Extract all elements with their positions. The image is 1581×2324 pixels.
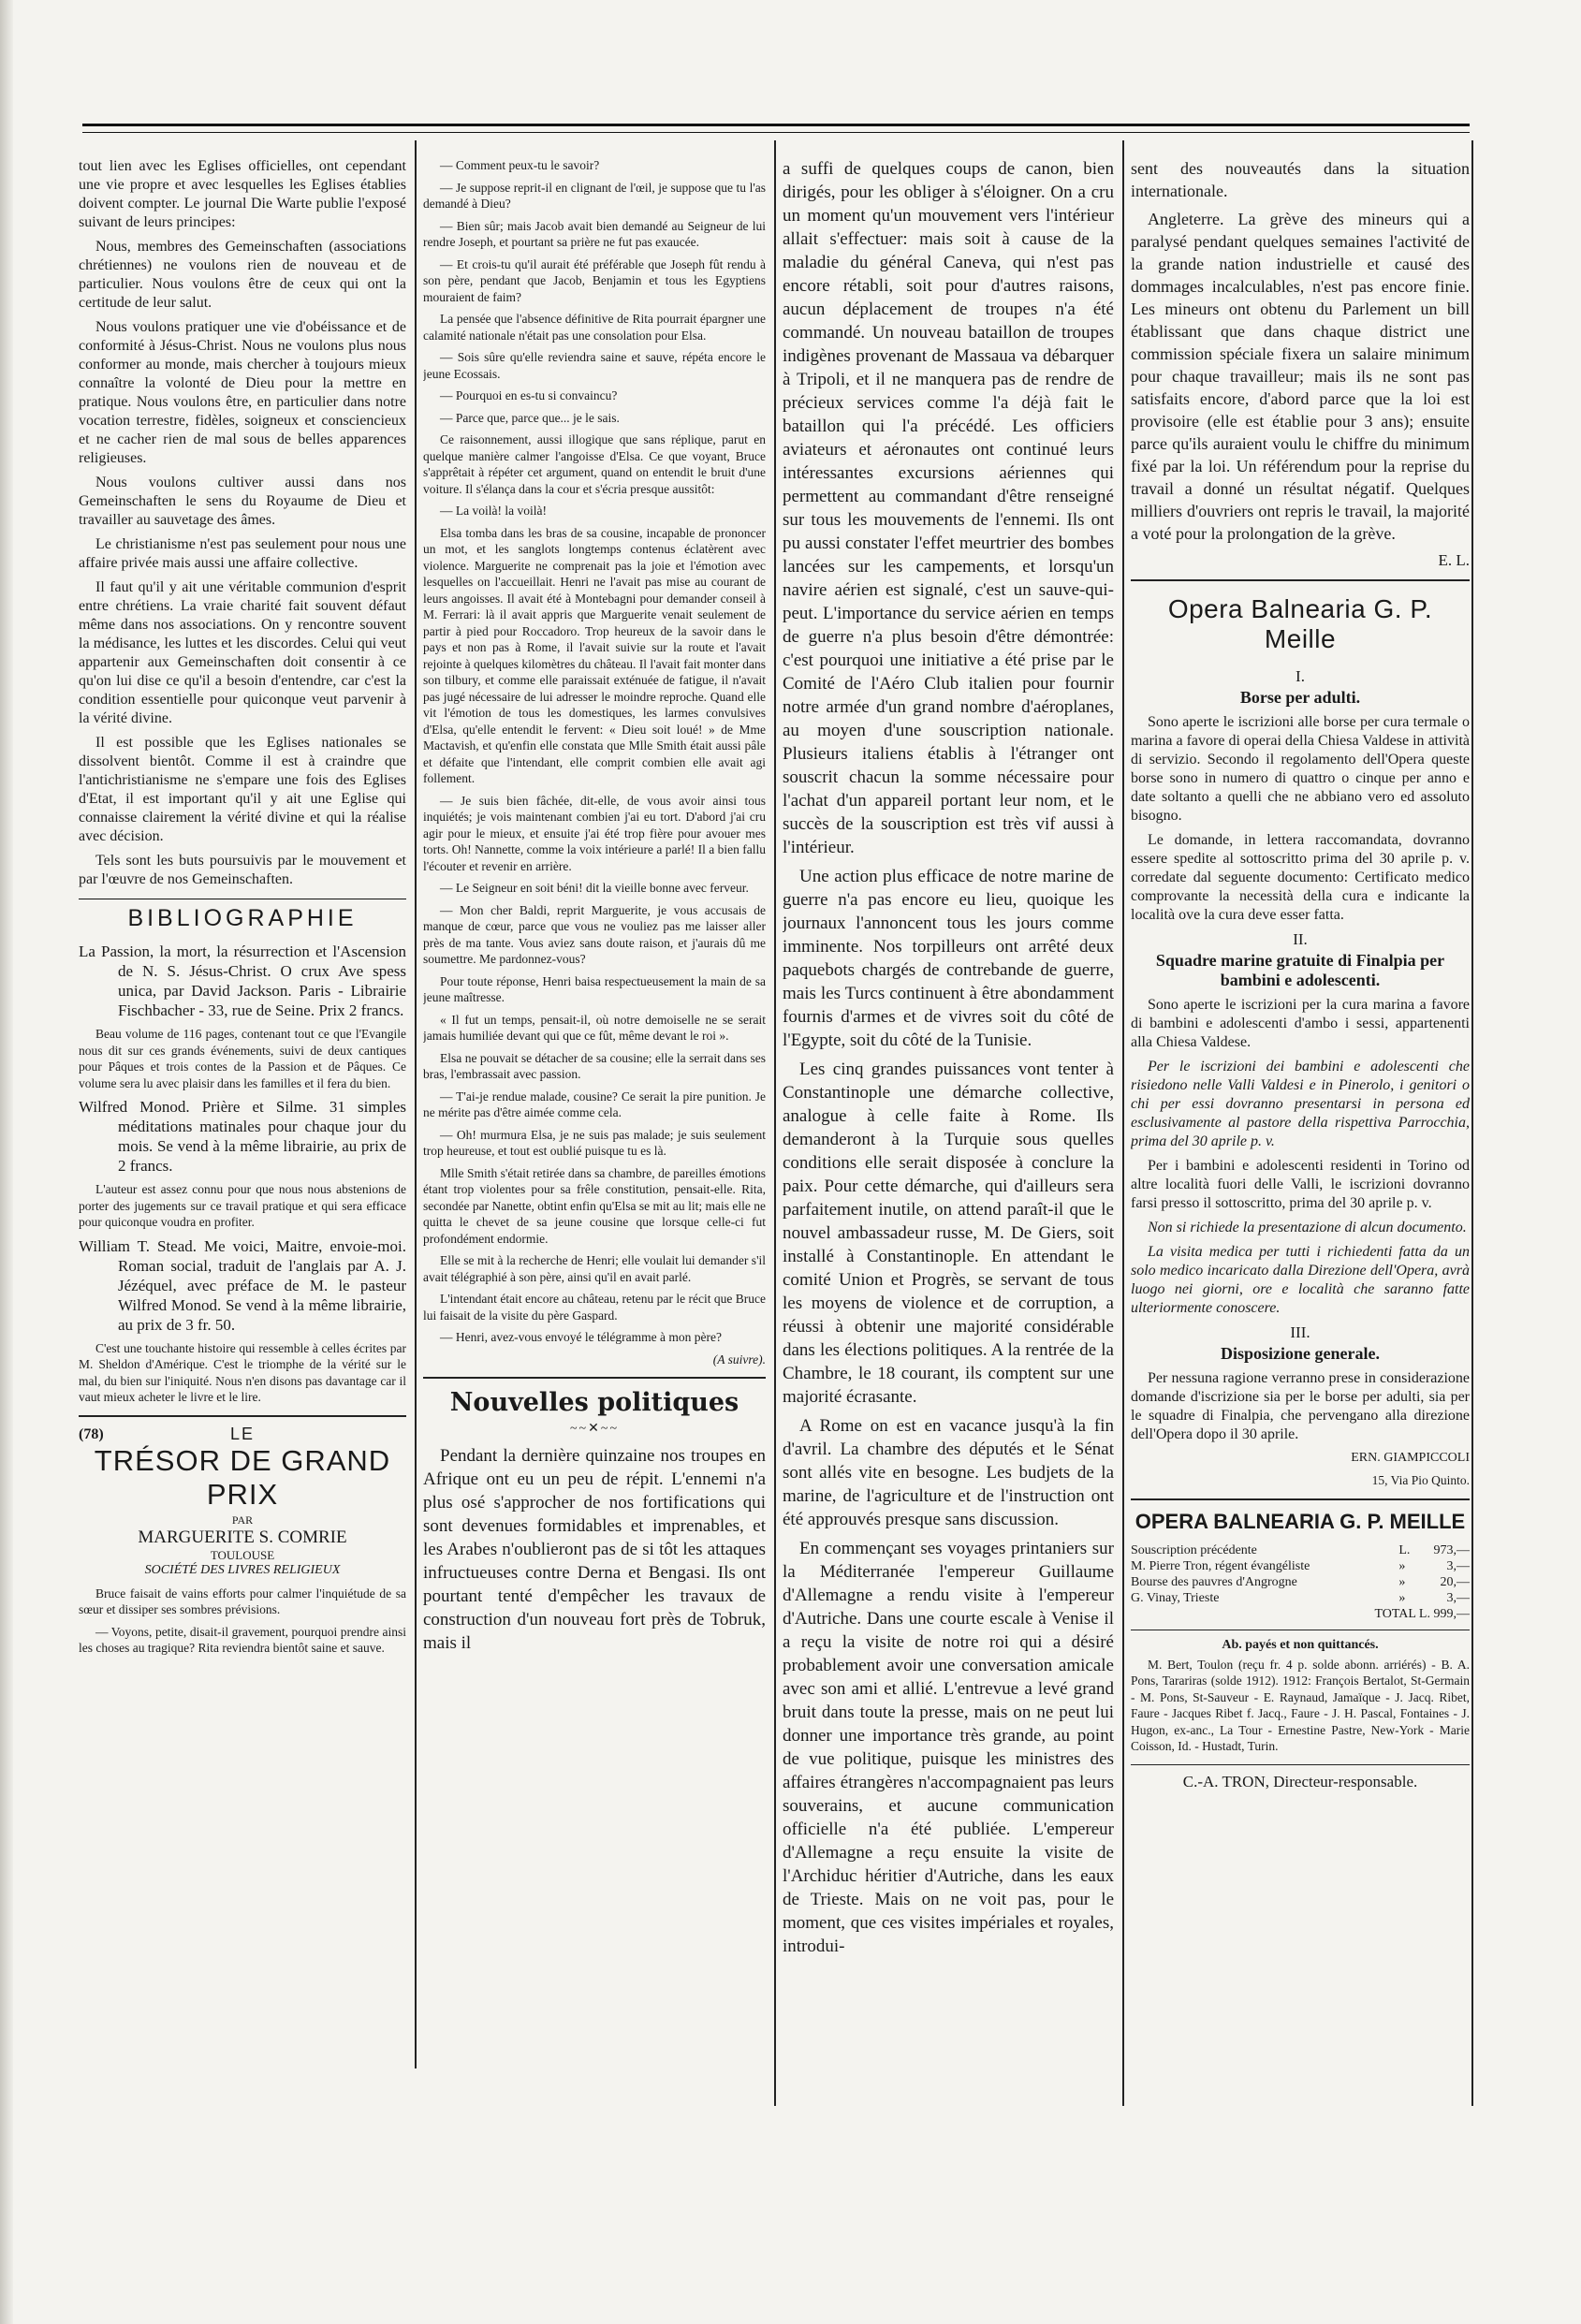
feuilleton-place: TOULOUSE: [210, 1547, 275, 1562]
news-paragraph: A Rome on est en vacance jusqu'à la fin d'avril. La chambre des députés et le Sénat sont allés vite en besogne. Les budjets de la marine, de l'agriculture et de l'instruction ont été approuvés presque sans discussion.: [783, 1416, 1114, 1529]
feuilleton-paragraph: — Pourquoi en es-tu si convaincu?: [440, 388, 618, 402]
subscriber-name: Souscription précédente: [1131, 1542, 1257, 1557]
bibliography-entry: Wilfred Monod. Prière et Silme. 31 simples méditations matinales pour chaque jour du mois. Se vend à la même librairie, au prix de 2 francs.: [79, 1098, 406, 1175]
notice-paragraph: La visita medica per tutti i richiedenti fatta da un solo medico incaricato dalla Direzione dell'Opera, avrà luogo nei giorni, ore e località che saranno fatte ulteriormente conoscere.: [1131, 1244, 1470, 1316]
subscription-table: [1131, 1543, 1470, 1607]
column-divider: [415, 140, 417, 2068]
ornament: ~~✕~~: [569, 1422, 620, 1436]
section-separator: [79, 1415, 406, 1417]
feuilleton-paragraph: Elsa ne pouvait se détacher de sa cousine; elle la serrait dans ses bras, l'embrassait avec passion.: [423, 1050, 766, 1081]
feuilleton-paragraph: — Comment peux-tu le savoir?: [440, 158, 600, 172]
subscription-total: TOTAL L. 999,—: [1374, 1606, 1470, 1621]
column-2: [423, 157, 766, 2216]
feuilleton-paragraph: — La voilà! la voilà!: [440, 504, 547, 518]
director-line: C.-A. TRON, Directeur-responsable.: [1131, 1764, 1470, 1791]
subscriber-name: Bourse des pauvres d'Angrogne: [1131, 1574, 1297, 1589]
news-paragraph: sent des nouveautés dans la situation internationale.: [1131, 159, 1470, 200]
news-paragraph: Les cinq grandes puissances vont tenter à Constantinople une démarche collective, analogue à celle faite à Rome. Ils demanderont à la Turquie sous quelles conditions elle serait disposée à conclure la paix. Pour cette démarche, qui d'ailleurs sera parfaitement inutile, on attend paraît-il que le nouvel ambassadeur russe, M. De Giers, soit installé à Constantinople. En attendant le comité Union et Progrès, se servant de tous les moyens de violence et de corruption, a réussi à obtenir une majorité considérable dans les élections politiques. A la rentrée de la Chambre, le 18 courant, ils comptent sur une majorité écrasante.: [783, 1060, 1114, 1407]
table-row: [1131, 1543, 1470, 1559]
feuilleton-paragraph: Bruce faisait de vains efforts pour calmer l'inquiétude de sa sœur et dissiper ses sombres prévisions.: [79, 1586, 406, 1616]
feuilleton-paragraph: — Oh! murmura Elsa, je ne suis pas malade; je suis seulement trop heureuse, et tout est oublié puisque tu es là.: [423, 1127, 766, 1158]
column-divider: [774, 140, 776, 2106]
amount: 20,—: [1440, 1574, 1470, 1589]
section-heading: Disposizione generale.: [1221, 1344, 1380, 1363]
acknowledgement-list: M. Bert, Toulon (reçu fr. 4 p. solde abonn. arriérés) - B. A. Pons, Tarariras (solde 1912). 1912: François Bertalot, St-Germain - M. Pons, St-Sauveur - E. Raynaud, Jamaïque - J. Jacq. Ribet, Faure - Jacques Ribet f. Jacq., Faure - J. H. Pascal, Fontaines - J. Hugon, ex-anc., La Tour - Ernestine Pastre, New-York - Marie Coisson, Id. - Hustadt, Turin.: [1131, 1657, 1470, 1753]
currency: »: [1398, 1574, 1406, 1589]
signature-address: 15, Via Pio Quinto.: [1371, 1473, 1470, 1487]
feuilleton-paragraph: — Parce que, parce que... je le sais.: [440, 410, 620, 425]
bibliography-note: L'auteur est assez connu pour que nous nous abstenions de porter des jugements sur ce travail pratique et qui sera efficace pour quiconque voudra en profiter.: [79, 1182, 406, 1229]
article-paragraph: Tels sont les buts poursuivis par le mouvement et par l'œuvre de nos Gemeinschaften.: [79, 853, 406, 887]
section-number: II.: [1293, 930, 1308, 948]
news-paragraph: Angleterre. La grève des mineurs qui a paralysé pendant quelques semaines l'activité de la grande nation industrielle et causé des dommages incalculables, n'est pas encore finie. Les mineurs ont obtenu du Parlement un bill établissant que dans chaque district une commission spéciale fixera un salaire minimum pour chaque travailleur; mais ils ne sont pas satisfaits encore, d'abord parce que la loi est provisoire (elle est établie pour 3 ans); ensuite parce qu'ils auraient voulu le chiffre du minimum fixé par la loi. Un référendum pour la reprise du travail a donné un résultat négatif. Quelques milliers d'ouvriers ont repris le travail, la majorité a voté pour la prolongation de la grève.: [1131, 210, 1470, 543]
article-paragraph: Nous voulons cultiver aussi dans nos Gemeinschaften le sens du Royaume de Dieu et travailler au sauvetage des âmes.: [79, 475, 406, 528]
section-separator: [1131, 579, 1470, 581]
notice-paragraph: Sono aperte le iscrizioni alle borse per cura termale o marina a favore di operai della Chiesa Valdese in attività di servizio. Secondo il regolamento dell'Opera queste borse sono in numero di quattro o cinque per anno e date soltanto a quelli che ne abbiano vero ed assoluto bisogno.: [1131, 714, 1470, 824]
currency: »: [1398, 1590, 1406, 1605]
feuilleton-paragraph: — T'ai-je rendue malade, cousine? Ce serait la pire punition. Je ne mérite pas d'être aimée comme cela.: [423, 1089, 766, 1119]
feuilleton-publisher: SOCIÉTÉ DES LIVRES RELIGIEUX: [144, 1562, 341, 1577]
section-separator: [423, 1377, 766, 1379]
feuilleton-paragraph: Mlle Smith s'était retirée dans sa chambre, de pareilles émotions étant trop violentes pour sa frêle constitution, pensait-elle. Rita, secondée par Nanette, obtint enfin qu'Elsa se mit au lit; mais elle ne quitta le chevet de sa jeune cousine que lorsque celle-ci fut profondément endormie.: [423, 1165, 766, 1246]
notice-paragraph: Le domande, in lettera raccomandata, dovranno essere spedite al sottoscritto prima del 30 aprile p. v. corredate dal seguente documento: Certificato medico comprovante la necessità della cura e indicante la località ove la cura deve esser fatta.: [1131, 832, 1470, 923]
feuilleton-paragraph: — Et crois-tu qu'il aurait été préférable que Joseph fût rendu à son père, pendant que Jacob, Benjamin et tous les Egyptiens mouraient de faim?: [423, 256, 766, 304]
feuilleton-author: MARGUERITE S. COMRIE: [138, 1527, 347, 1547]
notice-paragraph: Per nessuna ragione verranno prese in considerazione domande d'iscrizione sia per le borse per adulti, sia per le squadre di Finalpia, che pervengano alla direzione dell'Opera dopo il 30 aprile.: [1131, 1370, 1470, 1442]
bibliography-entry: La Passion, la mort, la résurrection et l'Ascension de N. S. Jésus-Christ. O crux Ave spess unica, par David Jackson. Paris - Librairie Fischbacher - 33, rue de Seine. Prix 2 francs.: [79, 943, 406, 1019]
news-paragraph: En commençant ses voyages printaniers sur la Méditerranée l'empereur Guillaume d'Allemagne a rendu visite à l'empereur d'Autriche. Dans une courte escale à Venise il a reçu la visite de notre roi qui a désiré probablement avoir une conversation amicale avec son ami et allié. L'entrevue a levé grand bruit dans toute la presse, mais on ne peut lui donner une importance très grande, au point de vue politique, puisque les ministres des affaires étrangères n'accompagnaient pas leurs souverains, et aucune communication officielle n'a été publiée. L'empereur d'Allemagne a reçu ensuite la visite de l'Archiduc héritier d'Autriche, dans les eaux de Trieste. Mais on ne voit pas, pour le moment, que ces visites impériales et royales, introdui-: [783, 1539, 1114, 1956]
article-paragraph: Il faut qu'il y ait une véritable communion d'esprit entre chrétiens. La vraie charité fait souvent défaut même dans nos associations. On y rencontre souvent la médisance, les luttes et les discordes. Celui qui veut appartenir aux Gemeinschaften doit consentir à ce qu'on lui dise ce qu'il a besoin d'entendre, car c'est la condition essentielle pour quiconque veut parvenir à la vérité divine.: [79, 579, 406, 726]
amount: 3,—: [1446, 1590, 1470, 1605]
notice-paragraph: Per le iscrizioni dei bambini e adolescenti che risiedono nelle Valli Valdesi e in Pinerolo, i genitori o chi per essi dovranno presentarsi in persona ed esclusivamente al pastore della rispettiva Parrocchia, prima del 30 aprile p. v.: [1131, 1059, 1470, 1149]
article-paragraph: Nous, membres des Gemeinschaften (associations chrétiennes) ne voulons rien de nouveau et de particulier. Nous voulons être de ceux qui ont la certitude de leur salut.: [79, 239, 406, 311]
opera-heading: Opera Balnearia G. P. Meille: [1167, 594, 1433, 653]
section-heading: Borse per adulti.: [1239, 688, 1361, 707]
table-row: [1131, 1591, 1470, 1607]
news-heading: Nouvelles politiques: [449, 1388, 739, 1417]
article-paragraph: tout lien avec les Eglises officielles, ont cependant une vie propre et avec lesquelles les Eglises établies doivent compter. Le journal Die Warte publie l'exposé suivant de leurs principes:: [79, 158, 406, 230]
feuilleton-paragraph: La pensée que l'absence définitive de Rita pourrait épargner une calamité nationale n'était pas une consolation pour Elsa.: [423, 312, 766, 343]
notice-paragraph: Non si richiede la presentazione di alcun documento.: [1148, 1220, 1467, 1235]
feuilleton-paragraph: L'intendant était encore au château, retenu par le récit que Bruce lui faisait de la visite du père Gaspard.: [423, 1292, 766, 1323]
bibliography-heading: BIBLIOGRAPHIE: [79, 899, 406, 932]
feuilleton-title: TRÉSOR DE GRAND PRIX: [94, 1443, 391, 1511]
section-separator: [1131, 1498, 1470, 1500]
article-paragraph: Nous voulons pratiquer une vie d'obéissance et de conformité à Jésus-Christ. Nous ne voulons plus nous conformer au monde, mais chercher à toujours mieux connaître la volonté de Dieu pour la mettre en pratique. Nous voulons être, en particulier dans notre vocation terrestre, fidèles, soigneux et consciencieux et ne cacher rien de mal sous de belles apparences religieuses.: [79, 319, 406, 466]
subscriber-name: M. Pierre Tron, régent évangéliste: [1131, 1558, 1310, 1573]
feuilleton-paragraph: Elle se mit à la recherche de Henri; elle voulait lui demander s'il avait télégraphié à son père, ainsi qu'il en avait parlé.: [423, 1253, 766, 1284]
feuilleton-article: LE: [229, 1424, 256, 1443]
feuilleton-par: PAR: [231, 1513, 254, 1527]
amount: 973,—: [1433, 1542, 1470, 1557]
feuilleton-paragraph: — Bien sûr; mais Jacob avait bien demandé au Seigneur de lui rendre Joseph, et pourtant sa prière ne fut pas exaucée.: [423, 218, 766, 249]
news-paragraph: Pendant la dernière quinzaine nos troupes en Afrique ont eu un peu de répit. L'ennemi n'a plus osé s'approcher de nos fortifications qui sont devenues formidables et imprenables, et les Arabes n'oublieront pas de si tôt les attaques infructueuses contre Derna et Bengasi. Ils ont pourtant tenté d'empêcher les travaux de construction d'un nouveau fort près de Tobruk, mais il: [423, 1446, 766, 1653]
acknowledgement-heading: Ab. payés et non quittancés.: [1222, 1637, 1379, 1652]
section-heading: Squadre marine gratuite di Finalpia per bambini e adolescenti.: [1155, 951, 1445, 989]
feuilleton-paragraph: Pour toute réponse, Henri baisa respectueusement la main de sa jeune maîtresse.: [423, 973, 766, 1004]
signature-name: ERN. GIAMPICCOLI: [1351, 1451, 1470, 1465]
signature: E. L.: [1438, 551, 1470, 569]
column-divider: [1122, 140, 1124, 2106]
notice-paragraph: Per i bambini e adolescenti residenti in Torino od altre località fuori delle Valli, le iscrizioni dovranno farsi presso il sottoscritto, prima del 30 aprile p. v.: [1131, 1158, 1470, 1211]
feuilleton-paragraph: — Henri, avez-vous envoyé le télégramme à mon père?: [440, 1330, 722, 1344]
feuilleton-paragraph: — Voyons, petite, disait-il gravement, pourquoi prendre ainsi les choses au tragique? Rita reviendra bientôt saine et sauve.: [79, 1624, 406, 1655]
subscription-heading: OPERA BALNEARIA G. P. MEILLE: [1135, 1509, 1466, 1533]
subscriber-name: G. Vinay, Trieste: [1131, 1590, 1220, 1605]
news-paragraph: Une action plus efficace de notre marine de guerre n'a pas encore eu lieu, quoique les journaux l'annoncent tous les jours comme imminente. Nos torpilleurs ont arrêté deux paquebots chargés de contrebande de guerre, mais les Turcs continuent à être abondamment fournis d'armes et de vivres soit du côté de l'Egypte, soit du côté de la Tunisie.: [783, 867, 1114, 1050]
bibliography-note: Beau volume de 116 pages, contenant tout ce que l'Evangile nous dit sur ces grands événements, suivi de deux cantiques pour Pâques et trois contes de la Passion et de Pâques. Ce volume sera lu avec plaisir dans les familles et il fera du bien.: [79, 1027, 406, 1090]
currency: L.: [1398, 1542, 1411, 1557]
feuilleton-paragraph: — Je suis bien fâchée, dit-elle, de vous avoir ainsi tous inquiétés; je vois maintenant combien j'ai eu tort. D'abord j'ai cru agir pour le mieux, et ensuite j'ai été trop fière pour avouer mes torts. Oh! Nannette, comme la voix intérieure a parlé! Il a bien fallu l'écouter et revenir en arrière.: [423, 793, 766, 873]
section-number: I.: [1296, 667, 1305, 685]
notice-paragraph: Sono aperte le iscrizioni per la cura marina a favore di bambini e adolescenti d'ambo i sessi, appartenenti alla Chiesa Valdese.: [1131, 997, 1470, 1050]
news-paragraph: a suffi de quelques coups de canon, bien dirigés, pour les obliger à s'éloigner. On a cru un moment qu'un mouvement vers l'intérieur allait s'effectuer: mais soit à cause de la maladie du général Caneva, qui n'est pas encore rétabli, soit pour d'autres raisons, aucun déplacement de troupes n'a été commandé. Un nouveau bataillon de troupes indigènes provenant de Massaua va débarquer à Tripoli, et il ne manquera pas de rendre de précieux services comme l'a déjà fait le bataillon qui l'a précédé. Les officiers aviateurs et aéronautes ont continué leurs intéressantes excursions aériennes qui permettent au commandant d'être renseigné sur tous les mouvements de l'ennemi. Ils ont pu aussi constater l'effet meurtrier des bombes lancées sur les campements, et lorsqu'un navire aérien est signalé, c'est un sauve-qui-peut. L'importance du service aérien en temps de guerre n'a plus besoin d'être démontrée: c'est pourquoi une initiative a été prise par le Comité de l'Aéro Club italien pour fournir notre armée d'un grand nombre d'aéroplanes, au moyen d'une souscription nationale. Plusieurs italiens établis à l'étranger ont souscrit chacun la somme nécessaire pour l'achat d'un appareil portant leur nom, et le succès de la souscription est très vif aussi à l'intérieur.: [783, 159, 1114, 857]
column-3: [783, 157, 1114, 2188]
feuilleton-paragraph: — Je suppose reprit-il en clignant de l'œil, je suppose que tu l'as demandé à Dieu?: [423, 180, 766, 211]
feuilleton-number: (78): [79, 1425, 104, 1442]
column-4: [1131, 157, 1470, 2216]
feuilleton-paragraph: Ce raisonnement, aussi illogique que sans réplique, parut en quelque manière calmer l'angoisse d'Elsa. Ce que voyant, Bruce s'apprêtait à répéter cet argument, quand on entendit le bruit d'une voiture. Il s'élança dans la cour et s'écria presque aussitôt:: [423, 432, 766, 496]
table-row: [1131, 1575, 1470, 1591]
feuilleton-paragraph: Elsa tomba dans les bras de sa cousine, incapable de prononcer un mot, et les sanglots longtemps contenus éclatèrent avec violence. Marguerite ne comprenait pas la joie et l'émotion avec lesquelles on l'accueillait. Henri ne l'avait pas mise au courant de leurs angoisses. Il avait été à Montebagni pour demander conseil à M. Ferrari: là il avait appris que Marguerite venait seulement de partir à pied pour Roccadoro. Trop heureux de la savoir dans le pays et non pas à Rome, il l'avait suivie sur la route et l'avait rejointe à quelques kilomètres du château. Il l'avait fait monter dans son tilbury, et comme elle paraissait exténuée de fatigue, il n'avait pas jugé nécessaire de lui adresser le moindre reproche. Quand elle vit l'émotion de tous les domestiques, les larmes convulsives d'Elsa, qu'elle entendit le fervent: « Dieu soit loué! » de Mme Mactavish, et qu'enfin elle constata que Mlle Smith était aussi pâle et défaite que l'intendant, elle comprit combien elle avait agi follement.: [423, 525, 766, 785]
column-1: [79, 157, 406, 2048]
feuilleton-paragraph: — Le Seigneur en soit béni! dit la vieille bonne avec ferveur.: [440, 881, 749, 895]
bibliography-entry: William T. Stead. Me voici, Maitre, envoie-moi. Roman social, traduit de l'anglais par A. J. Jézéquel, avec préface de M. le pasteur Wilfred Monod. Se vend à la même librairie, au prix de 3 fr. 50.: [79, 1236, 406, 1334]
page-edge-shadow: [0, 0, 13, 2324]
currency: »: [1398, 1558, 1406, 1573]
section-number: III.: [1290, 1323, 1310, 1341]
article-paragraph: Le christianisme n'est pas seulement pour nous une affaire privée mais aussi une affaire collective.: [79, 536, 406, 571]
amount: 3,—: [1446, 1558, 1470, 1573]
to-be-continued: (A suivre).: [712, 1352, 766, 1367]
feuilleton-paragraph: « Il fut un temps, pensait-il, où notre demoiselle ne se serait jamais humiliée devant qui que ce fût, même devant le roi ».: [423, 1012, 766, 1043]
top-rule: [82, 124, 1470, 133]
table-row: [1131, 1559, 1470, 1575]
bibliography-note: C'est une touchante histoire qui ressemble à celles écrites par M. Sheldon d'Amérique. C'est le triomphe de la vérité sur le mal, du bien sur l'iniquité. Nous n'en disons pas davantage car il vaut mieux acheter le livre et le lire.: [79, 1340, 406, 1404]
column-divider: [1471, 140, 1473, 2106]
article-paragraph: Il est possible que les Eglises nationales se dissolvent bientôt. Comme il est à craindre que l'antichristianisme ne s'empare une fois des Eglises d'Etat, il est important qu'il y ait une Eglise qui connaisse clairement la vérité divine et qui la réalise avec décision.: [79, 735, 406, 844]
feuilleton-paragraph: — Mon cher Baldi, reprit Marguerite, je vous accusais de manque de cœur, parce que vous ne vouliez pas me laisser aller près de ma tante. Vous aviez sans doute raison, et j'aurais dû me soumettre. Me pardonnez-vous?: [423, 902, 766, 966]
feuilleton-paragraph: — Sois sûre qu'elle reviendra saine et sauve, répéta encore le jeune Ecossais.: [423, 350, 766, 381]
